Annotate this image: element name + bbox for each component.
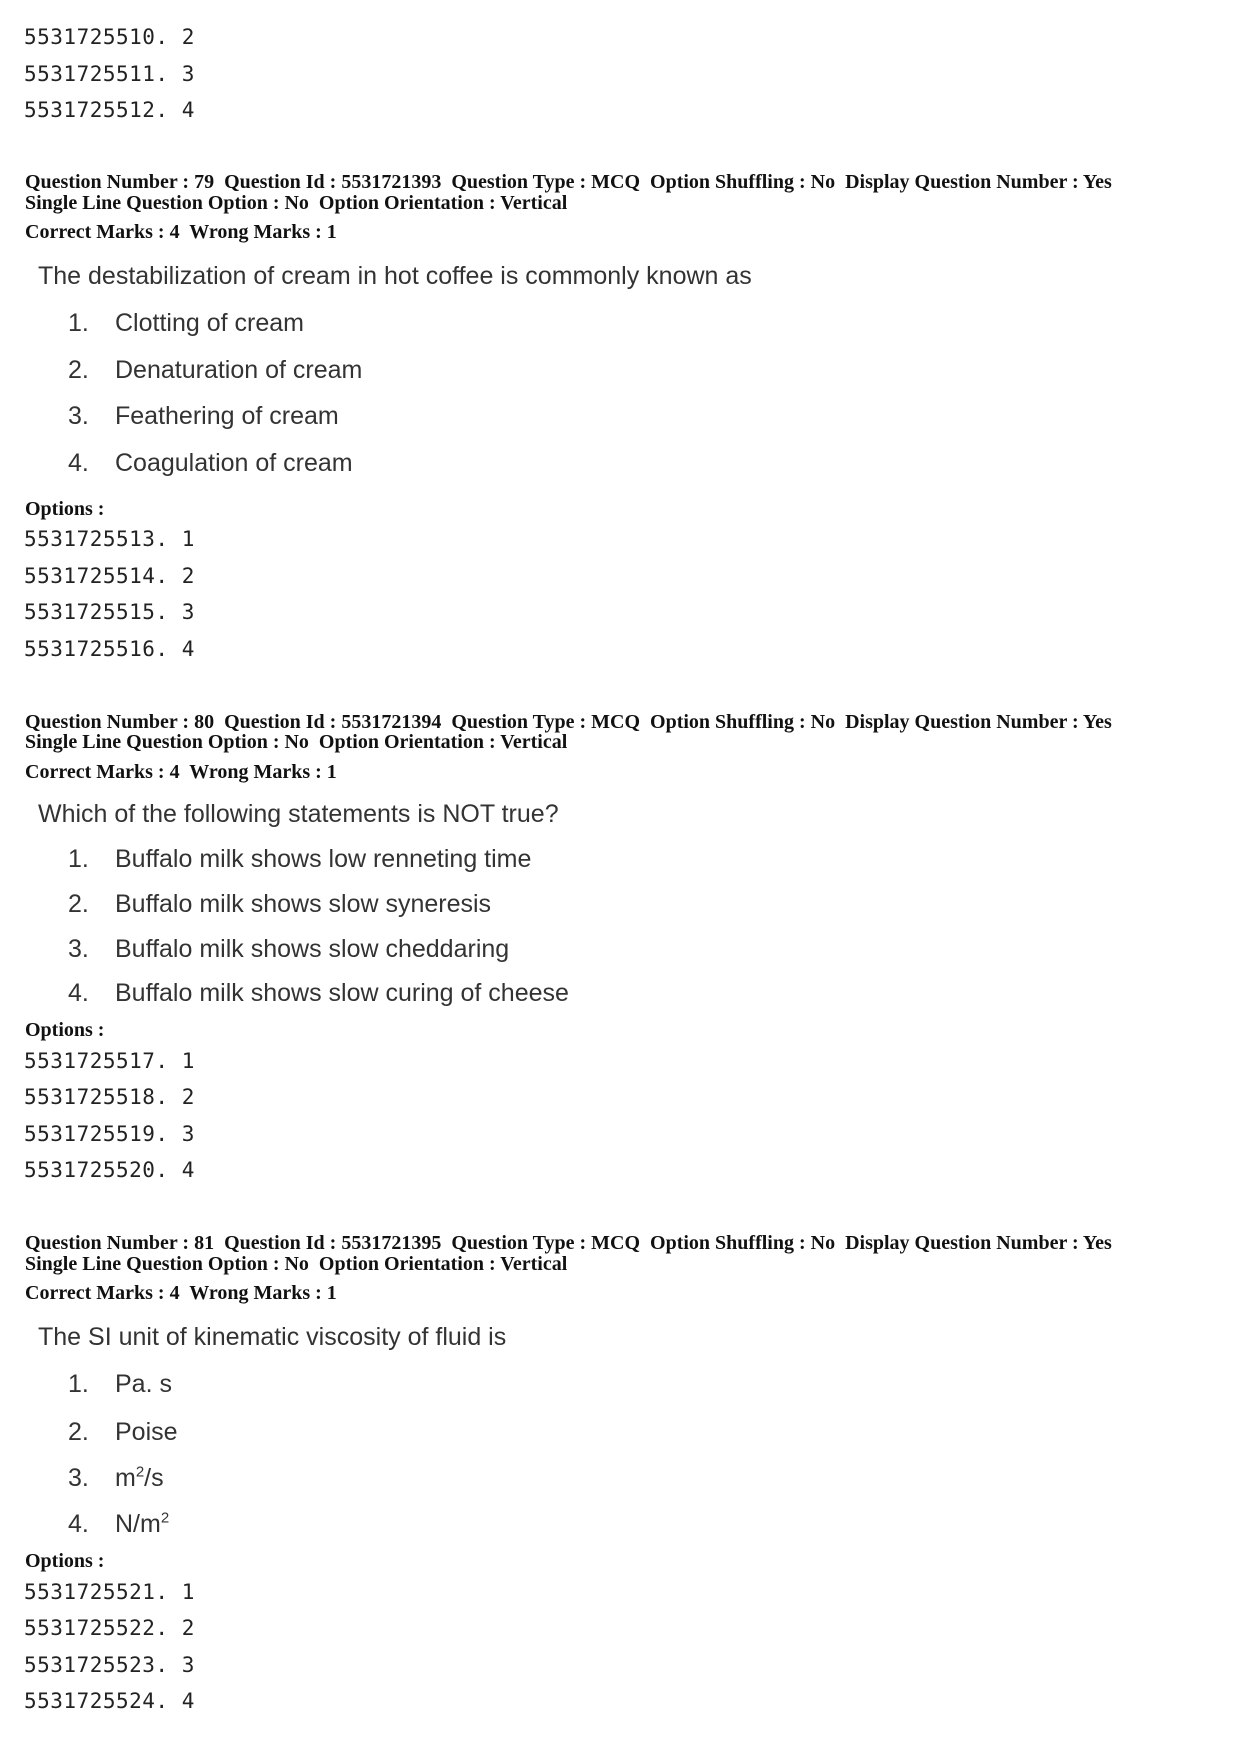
- answer-choice: 4. Coagulation of cream: [68, 449, 353, 477]
- answer-choice: 3. Feathering of cream: [68, 402, 339, 430]
- answer-choice: 2. Poise: [68, 1418, 178, 1446]
- question-meta-line-2: Single Line Question Option : No Option Orientation : Vertical: [25, 192, 568, 214]
- option-id-line: 5531725517. 1: [24, 1049, 195, 1073]
- option-id-line: 5531725516. 4: [24, 637, 195, 661]
- options-label: Options :: [25, 1019, 105, 1041]
- question-marks: Correct Marks : 4 Wrong Marks : 1: [25, 1282, 337, 1304]
- option-id-line: 5531725513. 1: [24, 527, 195, 551]
- option-id-line: 5531725524. 4: [24, 1689, 195, 1713]
- question-meta-line-2: Single Line Question Option : No Option Orientation : Vertical: [25, 1253, 568, 1275]
- answer-choice: 3. Buffalo milk shows slow cheddaring: [68, 935, 510, 963]
- options-label: Options :: [25, 1550, 105, 1572]
- question-marks: Correct Marks : 4 Wrong Marks : 1: [25, 761, 337, 783]
- answer-choice: 2. Denaturation of cream: [68, 356, 363, 384]
- answer-choice: 1. Buffalo milk shows low renneting time: [68, 845, 532, 873]
- answer-choice: 3. $m^2/s$: [68, 1463, 164, 1492]
- option-id-line: 5531725520. 4: [24, 1158, 195, 1182]
- option-id-line: 5531725522. 2: [24, 1616, 195, 1640]
- question-text: Which of the following statements is NOT true?: [38, 800, 559, 828]
- answer-choice: 1. Clotting of cream: [68, 309, 304, 337]
- option-id-line: 5531725511. 3: [24, 62, 195, 86]
- option-id-line: 5531725519. 3: [24, 1122, 195, 1146]
- question-meta-line-2: Single Line Question Option : No Option Orientation : Vertical: [25, 731, 568, 753]
- option-id-line: 5531725518. 2: [24, 1085, 195, 1109]
- answer-choice: 2. Buffalo milk shows slow syneresis: [68, 890, 492, 918]
- option-id-line: 5531725515. 3: [24, 600, 195, 624]
- option-id-line: 5531725523. 3: [24, 1653, 195, 1677]
- option-id-line: 5531725512. 4: [24, 98, 195, 122]
- answer-choice: 4. $N/m^2$: [68, 1509, 170, 1538]
- answer-choice: 4. Buffalo milk shows slow curing of cheese: [68, 979, 569, 1007]
- option-id-line: 5531725510. 2: [24, 25, 195, 49]
- question-meta-line-1: Question Number : 79 Question Id : 5531721393 Question Type : MCQ Option Shuffling : No Display Question Number : Yes: [25, 171, 1112, 193]
- answer-choice: 1. Pa. s: [68, 1370, 172, 1398]
- question-meta-line-1: Question Number : 81 Question Id : 5531721395 Question Type : MCQ Option Shuffling : No Display Question Number : Yes: [25, 1232, 1112, 1254]
- option-id-line: 5531725521. 1: [24, 1580, 195, 1604]
- question-meta-line-1: Question Number : 80 Question Id : 5531721394 Question Type : MCQ Option Shuffling : No Display Question Number : Yes: [25, 711, 1112, 733]
- question-text: The destabilization of cream in hot coffee is commonly known as: [38, 262, 752, 290]
- option-id-line: 5531725514. 2: [24, 564, 195, 588]
- question-marks: Correct Marks : 4 Wrong Marks : 1: [25, 221, 337, 243]
- question-text: The SI unit of kinematic viscosity of fluid is: [38, 1323, 507, 1351]
- options-label: Options :: [25, 498, 105, 520]
